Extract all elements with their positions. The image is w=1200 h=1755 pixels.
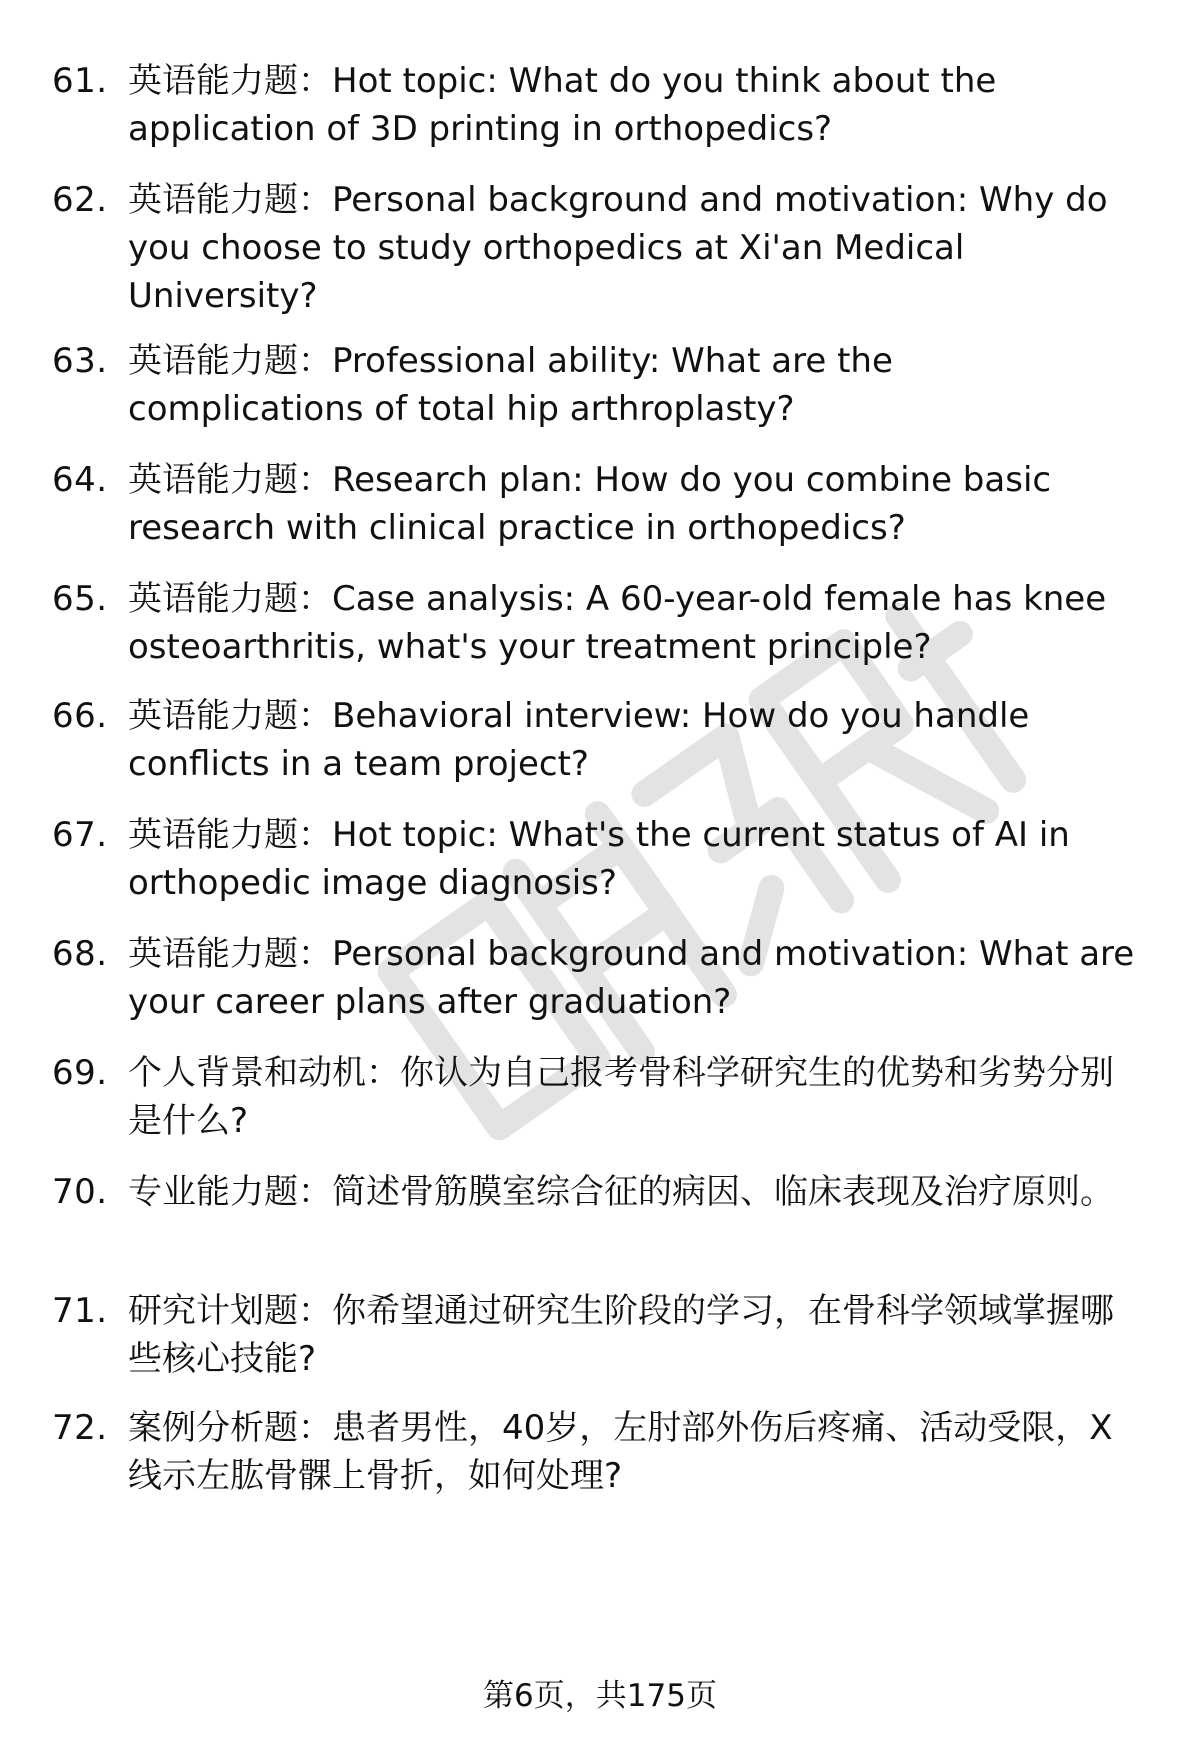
- question-number: 62.: [52, 180, 108, 220]
- question-text: 案例分析题：患者男性，40岁，左肘部外伤后疼痛、活动受限，X线示左肱骨髁上骨折，如何处理?: [128, 1408, 1113, 1496]
- question-text: 英语能力题：Professional ability: What are the complications of total hip arthroplasty?: [128, 341, 893, 429]
- question-number: 61.: [52, 61, 108, 101]
- question-text: 研究计划题：你希望通过研究生阶段的学习，在骨科学领域掌握哪些核心技能?: [128, 1291, 1114, 1379]
- question-number: 71.: [52, 1291, 108, 1331]
- question-text: 英语能力题：Behavioral interview: How do you handle conflicts in a team project?: [128, 696, 1030, 784]
- question-number: 66.: [52, 696, 108, 736]
- question-number: 64.: [52, 460, 108, 500]
- question-text: 英语能力题：Hot topic: What's the current status of AI in orthopedic image diagnosis?: [128, 815, 1070, 903]
- question-number: 68.: [52, 934, 108, 974]
- question-number: 72.: [52, 1408, 108, 1448]
- question-text: 英语能力题：Personal background and motivation: Why do you choose to study orthopedics at Xi'an Medical University?: [128, 180, 1108, 316]
- question-number: 70.: [52, 1172, 108, 1212]
- question-number: 67.: [52, 815, 108, 855]
- question-text: 英语能力题：Personal background and motivation: What are your career plans after graduation?: [128, 934, 1135, 1022]
- question-text: 英语能力题：Hot topic: What do you think about the application of 3D printing in orthopedics?: [128, 61, 997, 149]
- question-text: 英语能力题：Case analysis: A 60-year-old female has knee osteoarthritis, what's your treatment principle?: [128, 579, 1107, 667]
- question-number: 65.: [52, 579, 108, 619]
- question-number: 69.: [52, 1053, 108, 1093]
- question-text: 英语能力题：Research plan: How do you combine basic research with clinical practice in orthopedics?: [128, 460, 1052, 548]
- question-number: 63.: [52, 341, 108, 381]
- question-text: 专业能力题：简述骨筋膜室综合征的病因、临床表现及治疗原则。: [128, 1172, 1114, 1212]
- question-text: 个人背景和动机：你认为自己报考骨科学研究生的优势和劣势分别是什么?: [128, 1053, 1114, 1141]
- page-footer: 第6页，共175页: [483, 1678, 717, 1714]
